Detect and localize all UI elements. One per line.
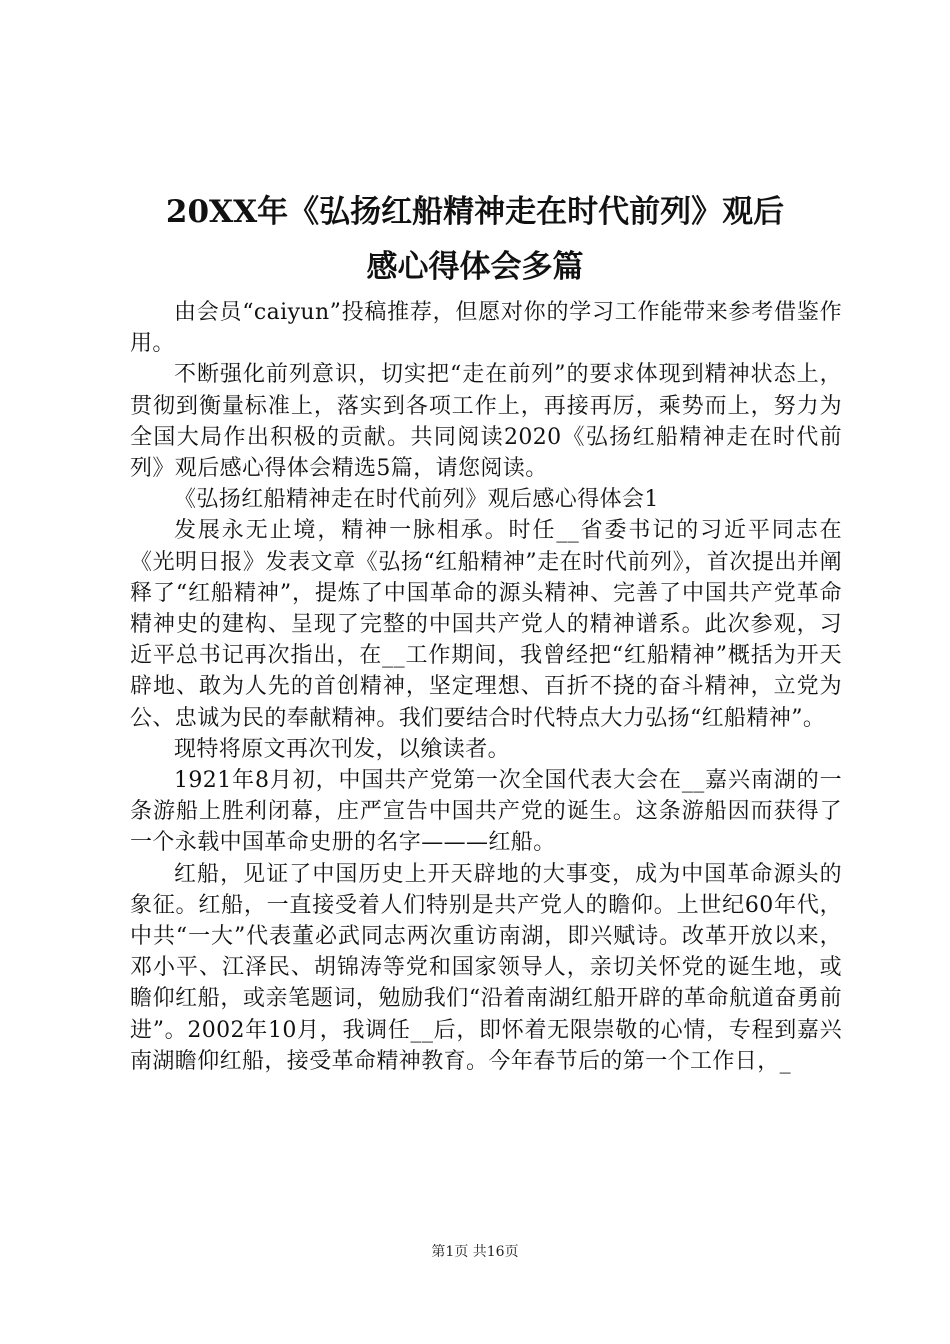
page-number-footer: 第1页 共16页 — [431, 1244, 519, 1260]
paragraph: 发展永无止境，精神一脉相承。时任__省委书记的习近平同志在《光明日报》发表文章《弘扬“红船精神”走在时代前列》，首次提出并阐释了“红船精神”，提炼了中国革命的源头精神、完善了中国共产党革命精神史的建构、呈现了完整的中国共产党人的精神谱系。此次参观，习近平总书记再次指出，在__工作期间，我曾经把“红船精神”概括为开天辟地、敢为人先的首创精神，坚定理想、百折不挠的奋斗精神，立党为公、忠诚为民的奉献精神。我们要结合时代特点大力弘扬“红船精神”。 — [130, 518, 842, 731]
paragraph: 红船，见证了中国历史上开天辟地的大事变，成为中国革命源头的象征。红船，一直接受着人们特别是共产党人的瞻仰。上世纪60年代，中共“一大”代表董必武同志两次重访南湖，即兴赋诗。改革开放以来，邓小平、江泽民、胡锦涛等党和国家领导人，亲切关怀党的诞生地，或瞻仰红船，或亲笔题词，勉励我们“沿着南湖红船开辟的革命航道奋勇前进”。2002年10月，我调任__后，即怀着无限崇敬的心情，专程到嘉兴南湖瞻仰红船，接受革命精神教育。今年春节后的第一个工作日，_ — [130, 861, 842, 1074]
paragraph: 1921年8月初，中国共产党第一次全国代表大会在__嘉兴南湖的一条游船上胜利闭幕，庄严宣告中国共产党的诞生。这条游船因而获得了一个永载中国革命史册的名字———红船。 — [130, 768, 842, 856]
document-body — [130, 297, 842, 1077]
paragraph-summary: 不断强化前列意识，切实把“走在前列”的要求体现到精神状态上，贯彻到衡量标准上，落实到各项工作上，再接再厉，乘势而上，努力为全国大局作出积极的贡献。共同阅读2020《弘扬红船精神走在时代前列》观后感心得体会精选5篇，请您阅读。 — [130, 362, 842, 482]
paragraph-intro: 由会员“caiyun”投稿推荐，但愿对你的学习工作能带来参考借鉴作用。 — [130, 300, 842, 357]
title-line-1: 20XX年《弘扬红船精神走在时代前列》观后 — [165, 194, 785, 230]
title-line-2: 感心得体会多篇 — [366, 249, 584, 285]
section-heading: 《弘扬红船精神走在时代前列》观后感心得体会1 — [174, 487, 659, 513]
document-title — [120, 185, 830, 295]
paragraph: 现特将原文再次刊发，以飨读者。 — [174, 736, 511, 762]
